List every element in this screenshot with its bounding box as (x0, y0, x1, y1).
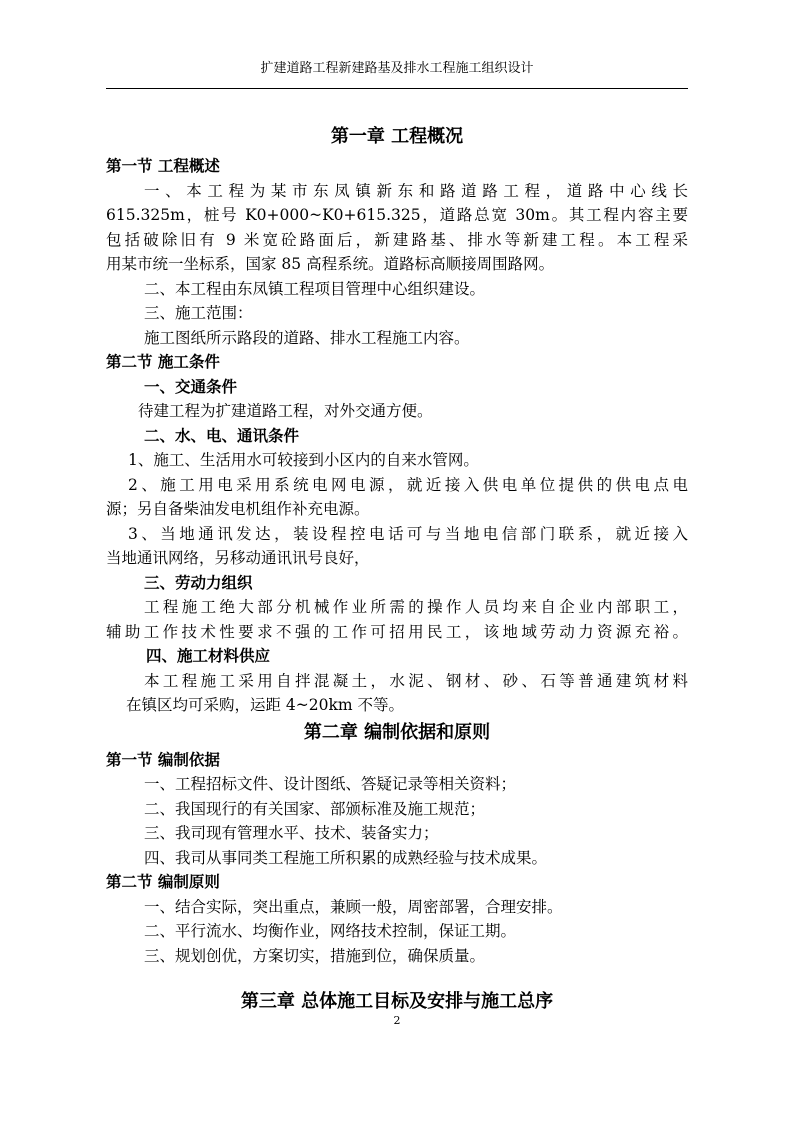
paragraph-line: 1、施工、生活用水可较接到小区内的自来水管网。 (128, 451, 479, 469)
subsection-title: 一、交通条件 (144, 376, 238, 396)
paragraph-line: 二、本工程由东凤镇工程项目管理中心组织建设。 (144, 279, 486, 298)
paragraph-line: 2、施工用电采用系统电网电源，就近接入供电单位提供的供电点电 (128, 475, 688, 494)
paragraph-line: 当地通讯网络，另移动通讯讯号良好， (106, 549, 370, 567)
paragraph-line: 在镇区均可采购，运距 4~20km 不等。 (126, 696, 405, 714)
subsection-title: 四、施工材料供应 (146, 646, 271, 665)
paragraph-line: 施工图纸所示路段的道路、排水工程施工内容。 (144, 328, 470, 347)
paragraph-line: 615.325m，桩号 K0+000~K0+615.325，道路总宽 30m。其工程内容主要 (106, 206, 688, 224)
chapter-2-title: 第二章 编制依据和原则 (303, 721, 491, 743)
list-item: 一、工程招标文件、设计图纸、答疑记录等相关资料； (144, 775, 517, 793)
spacer (106, 968, 688, 984)
list-item: 二、我国现行的有关国家、部颁标准及施工规范； (144, 799, 486, 818)
subsection-title: 二、水、电、通讯条件 (144, 425, 300, 445)
paragraph-line: 待建工程为扩建道路工程，对外交通方便。 (138, 402, 433, 420)
document-body (106, 120, 688, 1020)
list-item: 三、我司现有管理水平、技术、装备实力； (144, 824, 439, 842)
chapter-1-title: 第一章 工程概况 (330, 126, 464, 147)
paragraph-line: 包括破除旧有 9 米宽砼路面后，新建路基、排水等新建工程。本工程采 (106, 230, 688, 249)
chapter-2-section-1-title: 第一节 编制依据 (106, 749, 220, 769)
paragraph-line: 3、当地通讯发达，装设程控电话可与当地电信部门联系，就近接入 (128, 524, 688, 543)
paragraph-line: 三、施工范围： (144, 304, 253, 322)
paragraph-line: 本工程施工采用自拌混凝土，水泥、钢材、砂、石等普通建筑材料 (144, 671, 688, 690)
paragraph-line: 一、本工程为某市东凤镇新东和路道路工程，道路中心线长 (144, 181, 688, 200)
chapter-3-title: 第三章 总体施工目标及安排与施工总序 (240, 991, 554, 1012)
chapter-1-section-1-title: 第一节 工程概述 (106, 156, 220, 175)
paragraph-line: 用某市统一坐标系，国家 85 高程系统。道路标高顺接周围路网。 (106, 255, 555, 273)
chapter-2-section-2-title: 第二节 编制原则 (106, 872, 220, 891)
list-item: 四、我司从事同类工程施工所积累的成熟经验与技术成果。 (144, 848, 548, 867)
paragraph-line: 源；另自备柴油发电机组作补充电源。 (106, 500, 370, 518)
list-item: 二、平行流水、均衡作业，网络技术控制，保证工期。 (144, 922, 517, 940)
chapter-1-section-2-title: 第二节 施工条件 (106, 352, 220, 371)
paragraph-line: 工程施工绝大部分机械作业所需的操作人员均来自企业内部职工， (144, 598, 688, 616)
header-divider (106, 88, 688, 89)
page-number: 2 (393, 1014, 401, 1027)
list-item: 一、结合实际，突出重点，兼顾一般，周密部署，合理安排。 (144, 897, 563, 916)
subsection-title: 三、劳动力组织 (144, 572, 253, 592)
paragraph-line: 辅助工作技术性要求不强的工作可招用民工，该地域劳动力资源充裕。 (106, 622, 688, 641)
running-header: 扩建道路工程新建路基及排水工程施工组织设计 (260, 61, 534, 76)
list-item: 三、规划创优，方案切实，措施到位，确保质量。 (144, 946, 486, 965)
